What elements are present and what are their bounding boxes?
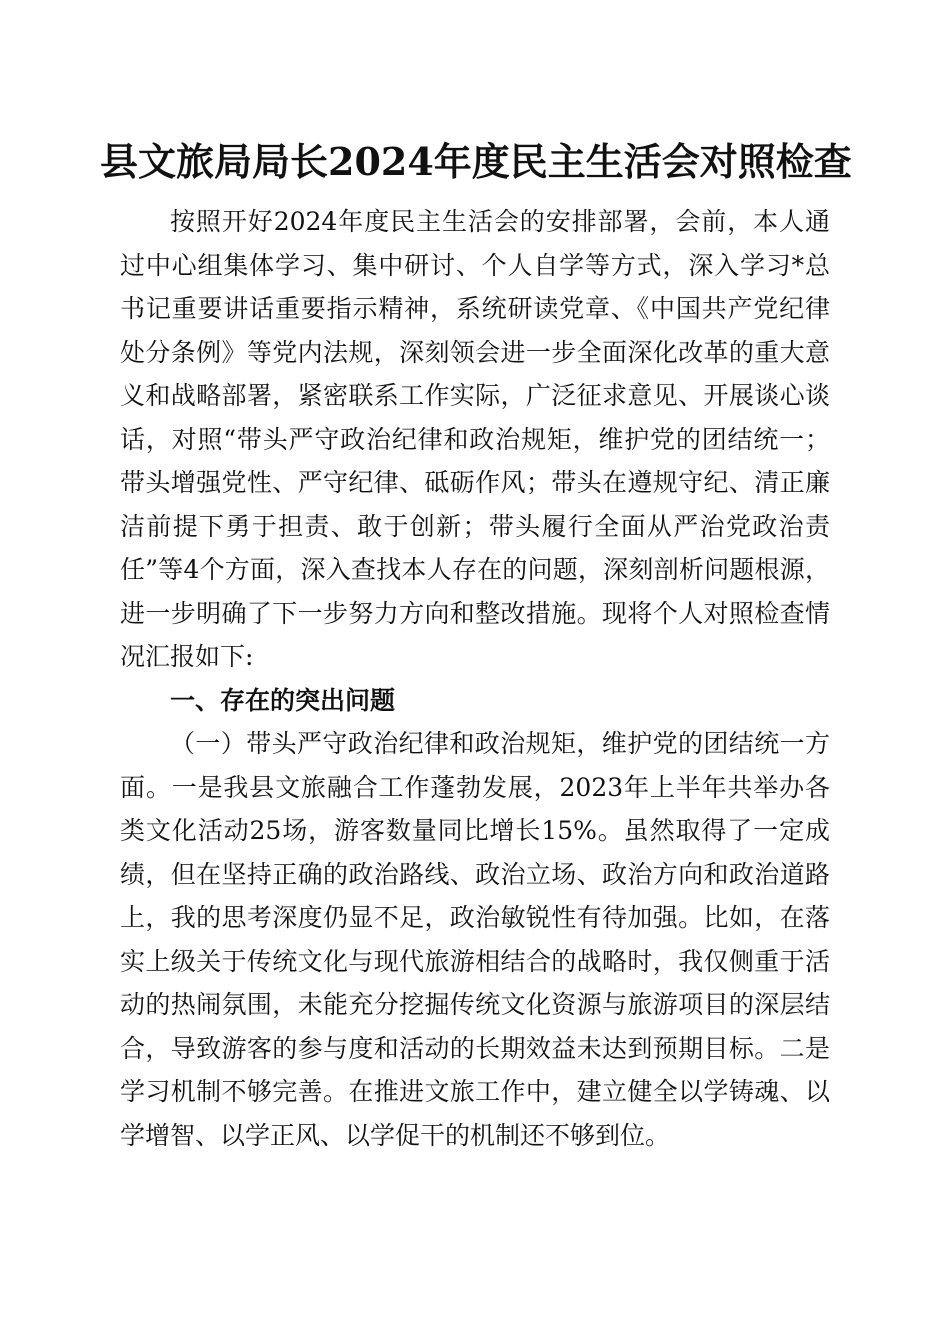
intro-paragraph: 按照开好2024年度民主生活会的安排部署，会前，本人通过中心组集体学习、集中研讨、个人自学等方式，深入学习*总书记重要讲话重要指示精神，系统研读党章、《中国共产党纪律处分条例》等党内法规，深刻领会进一步全面深化改革的重大意义和战略部署，紧密联系工作实际，广泛征求意见、开展谈心谈话，对照“带头严守政治纪律和政治规矩，维护党的团结统一；带头增强党性、严守纪律、砥砺作风；带头在遵规守纪、清正廉洁前提下勇于担责、敢于创新；带头履行全面从严治党政治责任”等4个方面，深入查找本人存在的问题，深刻剖析问题根源，进一步明确了下一步努力方向和整改措施。现将个人对照检查情况汇报如下:: [120, 207, 830, 671]
section-heading: 一、存在的突出问题: [170, 685, 396, 715]
document-title: 县文旅局局长2024年度民主生活会对照检查: [100, 139, 852, 184]
subsection-paragraph: （一）带头严守政治纪律和政治规矩，维护党的团结统一方面。一是我县文旅融合工作蓬勃发展，2023年上半年共举办各类文化活动25场，游客数量同比增长15%。虽然取得了一定成绩，但在坚持正确的政治路线、政治立场、政治方向和政治道路上，我的思考深度仍显不足，政治敏锐性有待加强。比如，在落实上级关于传统文化与现代旅游相结合的战略时，我仅侧重于活动的热闹氛围，未能充分挖掘传统文化资源与旅游项目的深层结合，导致游客的参与度和活动的长期效益未达到预期目标。二是学习机制不够完善。在推进文旅工作中，建立健全以学铸魂、以学增智、以学正风、以学促干的机制还不够到位。: [120, 729, 830, 1150]
document-body: [120, 200, 830, 1157]
